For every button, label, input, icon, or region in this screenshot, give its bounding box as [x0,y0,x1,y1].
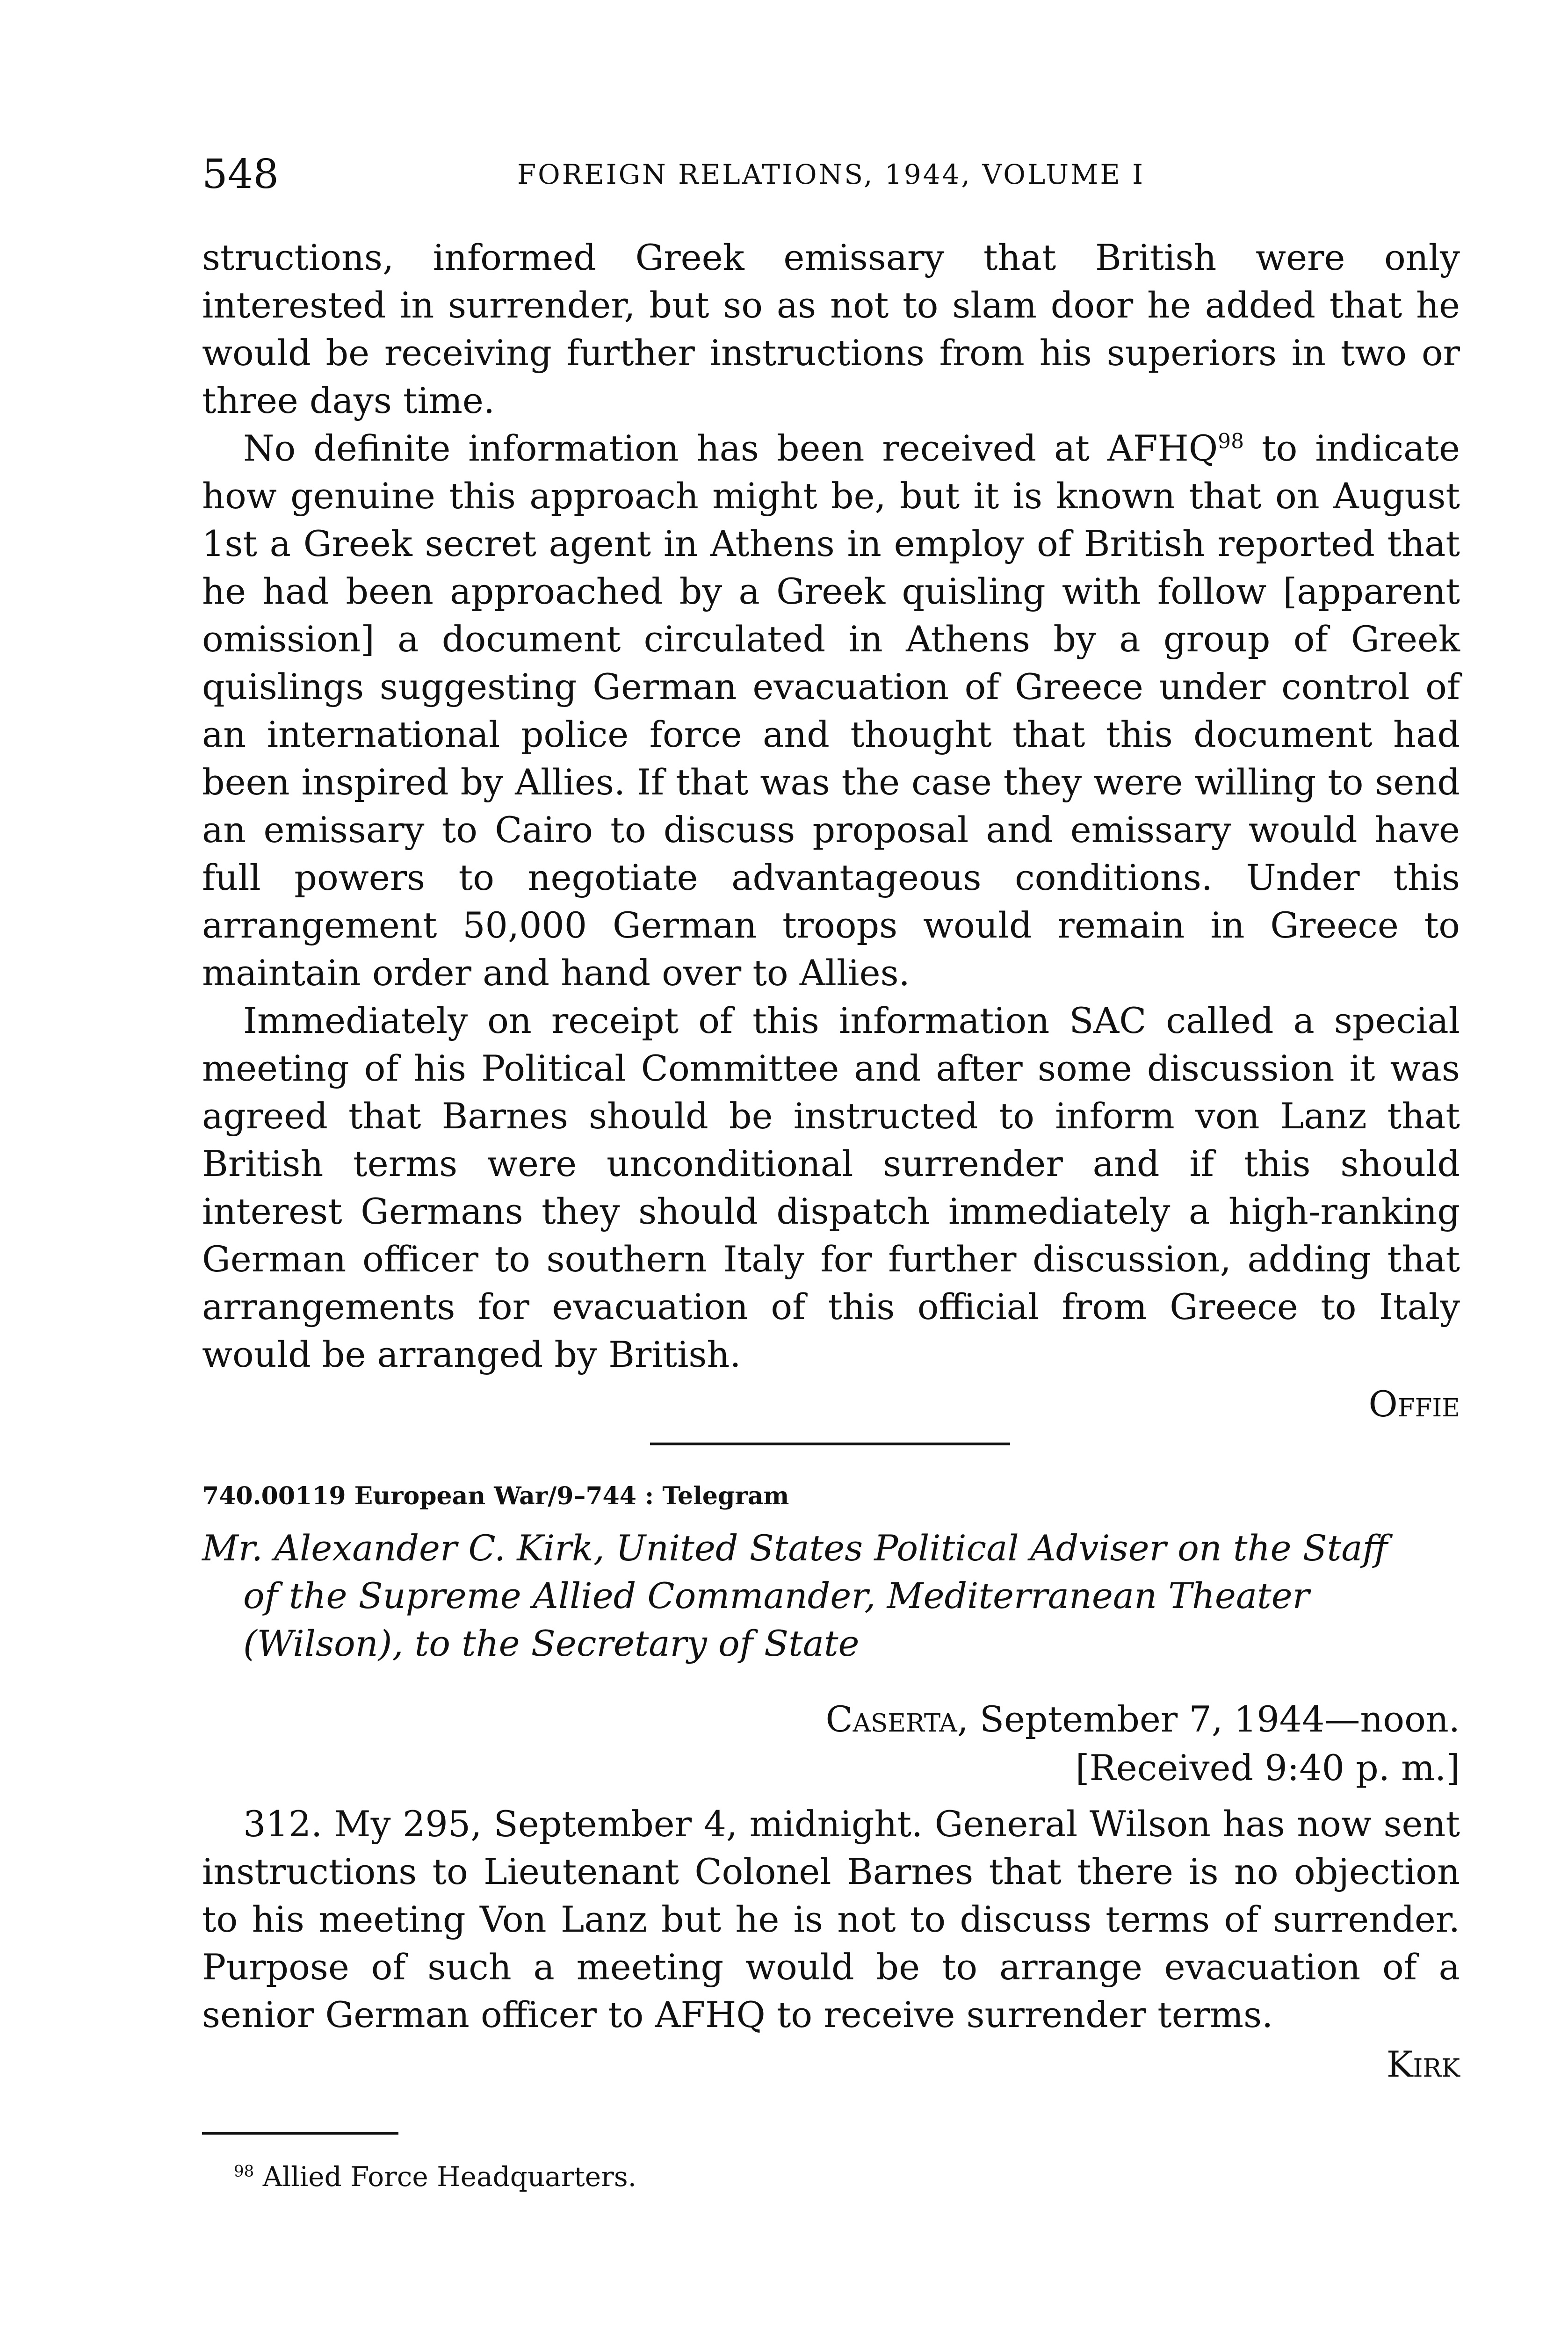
dateline [202,1695,1460,1744]
footnote-text: Allied Force Headquarters. [262,2161,637,2193]
dateline-date: September 7, 1944—noon. [968,1698,1460,1740]
footnote-divider [202,2132,398,2135]
file-reference: 740.00119 European War/9–744 : Telegram [202,1482,789,1510]
paragraph-continued: structions, informed Greek emissary that British were only interested in surrender, but so as not to slam door he added that he would be receiving further instructions from his superiors in two or three days time. [202,237,1460,421]
received-time: [Received 9:40 p. m.] [1075,1747,1460,1789]
signature-kirk: Kirk [1386,2043,1460,2085]
footnote-98 [234,2156,636,2198]
section-body [202,234,1460,1428]
footnote-number: 98 [234,2162,254,2181]
telegram-body [202,1800,1460,2088]
paragraph-political-committee: Immediately on receipt of this information SAC called a special meeting of his Political Committee and after some discussion it was agreed that Barnes should be instructed to inform von Lanz that British terms were unconditional surrender and if this should interest Germans they should dispatch immediately a high-ranking German officer to southern Italy for further discussion, adding that arrangements for evacuation of this official from Greece to Italy would be arranged by British. [202,1000,1460,1375]
paragraph-afhq-text-b: to indicate how genuine this approach might be, but it is known that on August 1st a Greek secret agent in Athens in employ of British reported that he had been approached by a Greek quisling with follow [apparent omission] a document circulated in Athens by a group of Greek quislings suggesting German evacuation of Greece under control of an international police force and thought that this document had been inspired by Allies. If that was the case they were willing to send an emissary to Cairo to discuss proposal and emissary would have full powers to negotiate advantageous conditions. Under this arrangement 50,000 German troops would remain in Greece to maintain order and hand over to Allies. [202,427,1460,994]
document-title-rest: of the Supreme Allied Commander, Mediterranean Theater (Wilson), to the Secretary of State [243,1575,1309,1664]
running-head: FOREIGN RELATIONS, 1944, VOLUME I [517,159,1145,190]
page-number: 548 [202,151,279,198]
section-divider [650,1443,1010,1445]
paragraph-afhq-text-a: No definite information has been received at AFHQ [243,427,1218,469]
dateline-place: Caserta, [825,1698,968,1740]
document-title [202,1524,1460,1667]
paragraph-afhq [202,425,1460,997]
footnote-ref-98: 98 [1218,429,1244,454]
telegram-paragraph: 312. My 295, September 4, midnight. General Wilson has now sent instructions to Lieutenant Colonel Barnes that there is no objection to his meeting Von Lanz but he is not to discuss terms of surrender. Purpose of such a meeting would be to arrange evacuation of a senior German officer to AFHQ to receive surrender terms. [202,1803,1460,2035]
page-header [202,149,1460,200]
document-title-line1: Mr. Alexander C. Kirk, United States Political Adviser on the Staff [202,1527,1388,1569]
signature-offie: Offie [1368,1383,1460,1425]
